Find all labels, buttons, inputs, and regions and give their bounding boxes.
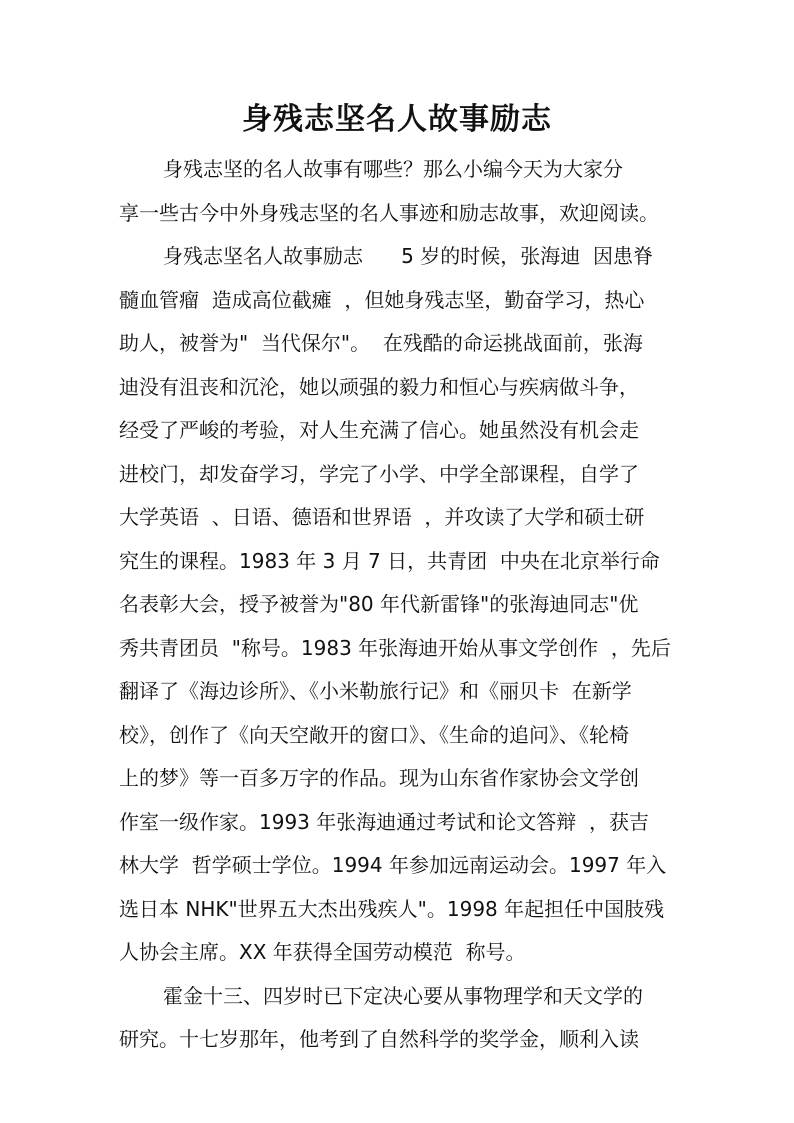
document-title: 身残志坚名人故事励志 — [242, 102, 552, 137]
paragraph-line: 校》，创作了《向天空敞开的窗口》、《生命的追问》、《轮椅 — [119, 723, 629, 747]
paragraph-line: 究生的课程。1983 年 3 月 7 日，共青团 中央在北京举行命 — [119, 549, 660, 573]
paragraph-line: 林大学 哲学硕士学位。1994 年参加远南运动会。1997 年入 — [119, 853, 667, 877]
paragraph-line: 秀共青团员 "称号。1983 年张海迪开始从事文学创作 ，先后 — [119, 636, 671, 660]
paragraph-line: 经受了严峻的考验，对人生充满了信心。她虽然没有机会走 — [119, 418, 639, 442]
paragraph-line: 研究。十七岁那年，他考到了自然科学的奖学金，顺利入读 — [119, 1027, 639, 1051]
paragraph-line: 霍金十三、四岁时已下定决心要从事物理学和天文学的 — [163, 984, 643, 1008]
paragraph-line: 选日本 NHK"世界五大杰出残疾人"。1998 年起担任中国肢残 — [119, 897, 665, 921]
paragraph-line: 进校门，却发奋学习，学完了小学、中学全部课程，自学了 — [119, 462, 639, 486]
paragraph-line: 大学英语 、日语、德语和世界语 ，并攻读了大学和硕士研 — [119, 505, 645, 529]
paragraph-line: 享一些古今中外身残志坚的名人事迹和励志故事，欢迎阅读。 — [119, 201, 659, 225]
paragraph-line: 髓血管瘤 造成高位截瘫 ，但她身残志坚，勤奋学习，热心 — [119, 288, 645, 312]
paragraph-line: 作室一级作家。1993 年张海迪通过考试和论文答辩 ，获吉 — [119, 810, 649, 834]
paragraph-line: 身残志坚的名人故事有哪些？那么小编今天为大家分 — [163, 157, 623, 181]
paragraph-line: 迪没有沮丧和沉沦，她以顽强的毅力和恒心与疾病做斗争， — [119, 375, 639, 399]
paragraph-line: 人协会主席。XX 年获得全国劳动模范 称号。 — [119, 940, 526, 964]
paragraph-line: 身残志坚名人故事励志 5 岁的时候，张海迪 因患脊 — [163, 244, 653, 268]
paragraph-line: 助人，被誉为" 当代保尔"。 在残酷的命运挑战面前，张海 — [119, 331, 643, 355]
paragraph-line: 翻译了《海边诊所》、《小米勒旅行记》和《丽贝卡 在新学 — [119, 679, 632, 703]
paragraph-line: 上的梦》等一百多万字的作品。现为山东省作家协会文学创 — [119, 766, 639, 790]
paragraph-line: 名表彰大会，授予被誉为"80 年代新雷锋"的张海迪同志"优 — [119, 592, 639, 616]
